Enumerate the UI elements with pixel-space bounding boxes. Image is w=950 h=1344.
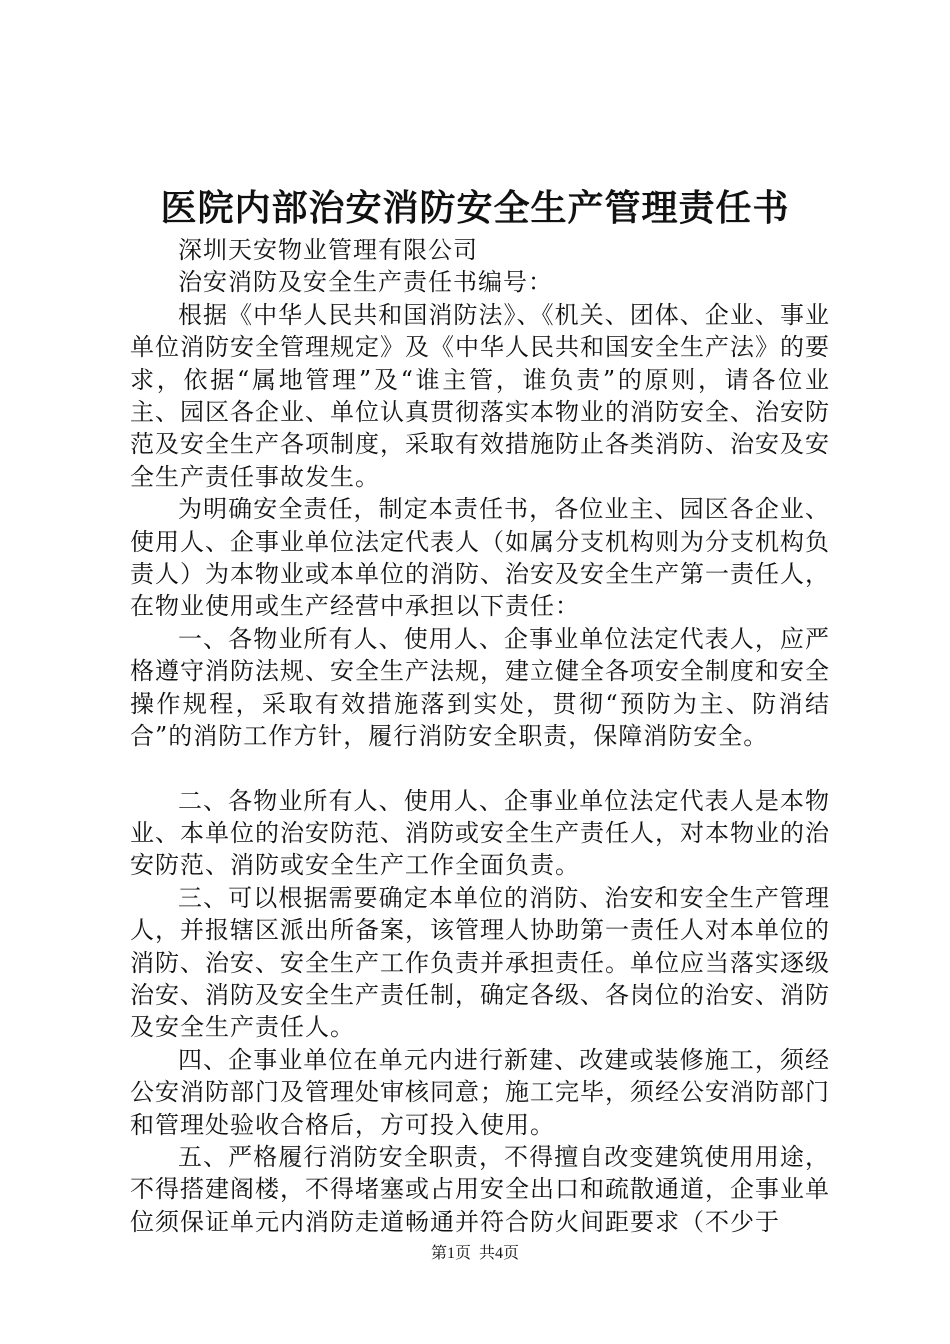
clause-1: 一、各物业所有人、使用人、企事业单位法定代表人，应严格遵守消防法规、安全生产法规，建立健全各项安全制度和安全操作规程，采取有效措施落到实处，贯彻“预防为主、防消结合”的消防工作方针，履行消防安全职责，保障消防安全。 bbox=[130, 624, 830, 751]
clause-4: 四、企事业单位在单元内进行新建、改建或装修施工，须经公安消防部门及管理处审核同意；施工完毕，须经公安消防部门和管理处验收合格后，方可投入使用。 bbox=[130, 1045, 830, 1139]
clause-3: 三、可以根据需要确定本单位的消防、治安和安全生产管理人，并报辖区派出所备案，该管理人协助第一责任人对本单位的消防、治安、安全生产工作负责并承担责任。单位应当落实逐级治安、消防及安全生产责任制，确定各级、各岗位的治安、消防及安全生产责任人。 bbox=[130, 883, 830, 1042]
document-body bbox=[130, 234, 830, 1238]
paragraph-responsibility: 为明确安全责任，制定本责任书，各位业主、园区各企业、使用人、企事业单位法定代表人（如属分支机构则为分支机构负责人）为本物业或本单位的消防、治安及安全生产第一责任人，在物业使用或生产经营中承担以下责任： bbox=[130, 495, 830, 621]
clause-2: 二、各物业所有人、使用人、企事业单位法定代表人是本物业、本单位的治安防范、消防或安全生产责任人，对本物业的治安防范、消防或安全生产工作全面负责。 bbox=[130, 786, 830, 880]
serial-number-label: 治安消防及安全生产责任书编号： bbox=[178, 268, 553, 297]
clause-5: 五、严格履行消防安全职责，不得擅自改变建筑使用用途，不得搭建阁楼，不得堵塞或占用安全出口和疏散通道，企事业单位须保证单元内消防走道畅通并符合防火间距要求（不少于 bbox=[130, 1142, 830, 1236]
paragraph-intro: 根据《中华人民共和国消防法》、《机关、团体、企业、事业单位消防安全管理规定》及《中华人民共和国安全生产法》的要求，依据“属地管理”及“谁主管，谁负责”的原则，请各位业主、园区各企业、单位认真贯彻落实本物业的消防安全、治安防范及安全生产各项制度，采取有效措施防止各类消防、治安及安全生产责任事故发生。 bbox=[130, 300, 830, 491]
company-name: 深圳天安物业管理有限公司 bbox=[178, 236, 478, 264]
page-number-footer: 第1页 共4页 bbox=[430, 1245, 519, 1262]
document-title: 医院内部治安消防安全生产管理责任书 bbox=[160, 187, 790, 229]
